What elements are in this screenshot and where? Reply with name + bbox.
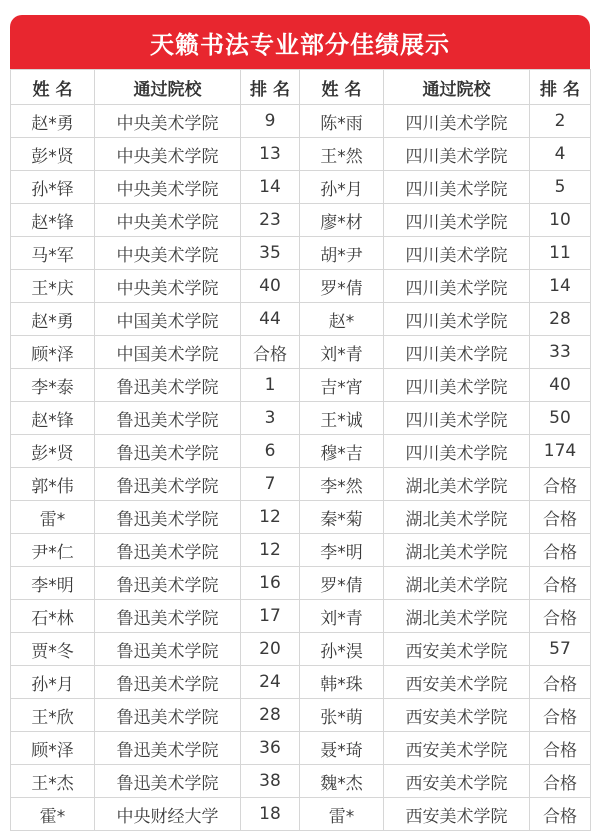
- rank-cell: 18: [241, 798, 300, 831]
- rank-cell: 20: [241, 633, 300, 666]
- student-name-cell: 穆*吉: [300, 435, 384, 468]
- rank-cell: 12: [241, 534, 300, 567]
- school-cell: 四川美术学院: [384, 435, 530, 468]
- school-cell: 中央美术学院: [95, 138, 241, 171]
- school-cell: 西安美术学院: [384, 666, 530, 699]
- student-name-cell: 李*然: [300, 468, 384, 501]
- student-name-cell: 赵*: [300, 303, 384, 336]
- school-cell: 鲁迅美术学院: [95, 732, 241, 765]
- table-row: [11, 468, 591, 501]
- student-name-cell: 顾*泽: [11, 336, 95, 369]
- school-cell: 湖北美术学院: [384, 600, 530, 633]
- school-cell: 西安美术学院: [384, 633, 530, 666]
- student-name-cell: 李*明: [300, 534, 384, 567]
- school-cell: 四川美术学院: [384, 402, 530, 435]
- school-cell: 湖北美术学院: [384, 468, 530, 501]
- rank-cell: 合格: [530, 798, 591, 831]
- school-cell: 鲁迅美术学院: [95, 435, 241, 468]
- school-cell: 鲁迅美术学院: [95, 666, 241, 699]
- school-cell: 四川美术学院: [384, 270, 530, 303]
- header-school-right: 通过院校: [384, 70, 530, 105]
- student-name-cell: 胡*尹: [300, 237, 384, 270]
- rank-cell: 57: [530, 633, 591, 666]
- student-name-cell: 王*欣: [11, 699, 95, 732]
- table-row: [11, 798, 591, 831]
- table-row: [11, 237, 591, 270]
- student-name-cell: 顾*泽: [11, 732, 95, 765]
- table-row: [11, 435, 591, 468]
- table-row: [11, 303, 591, 336]
- school-cell: 鲁迅美术学院: [95, 567, 241, 600]
- rank-cell: 合格: [530, 501, 591, 534]
- student-name-cell: 赵*锋: [11, 402, 95, 435]
- table-row: [11, 369, 591, 402]
- student-name-cell: 王*杰: [11, 765, 95, 798]
- table-row: [11, 666, 591, 699]
- table-row: [11, 105, 591, 138]
- rank-cell: 合格: [530, 600, 591, 633]
- table-row: [11, 270, 591, 303]
- student-name-cell: 石*林: [11, 600, 95, 633]
- student-name-cell: 聂*琦: [300, 732, 384, 765]
- rank-cell: 合格: [530, 468, 591, 501]
- rank-cell: 50: [530, 402, 591, 435]
- rank-cell: 23: [241, 204, 300, 237]
- student-name-cell: 赵*勇: [11, 105, 95, 138]
- rank-cell: 14: [530, 270, 591, 303]
- table-row: [11, 336, 591, 369]
- student-name-cell: 雷*: [11, 501, 95, 534]
- school-cell: 中国美术学院: [95, 303, 241, 336]
- student-name-cell: 赵*锋: [11, 204, 95, 237]
- student-name-cell: 陈*雨: [300, 105, 384, 138]
- rank-cell: 合格: [241, 336, 300, 369]
- results-table: [10, 69, 591, 831]
- student-name-cell: 廖*材: [300, 204, 384, 237]
- rank-cell: 2: [530, 105, 591, 138]
- student-name-cell: 彭*贤: [11, 435, 95, 468]
- school-cell: 鲁迅美术学院: [95, 699, 241, 732]
- rank-cell: 7: [241, 468, 300, 501]
- rank-cell: 38: [241, 765, 300, 798]
- rank-cell: 5: [530, 171, 591, 204]
- school-cell: 四川美术学院: [384, 336, 530, 369]
- rank-cell: 36: [241, 732, 300, 765]
- rank-cell: 16: [241, 567, 300, 600]
- student-name-cell: 王*然: [300, 138, 384, 171]
- school-cell: 中国美术学院: [95, 336, 241, 369]
- rank-cell: 合格: [530, 765, 591, 798]
- school-cell: 西安美术学院: [384, 798, 530, 831]
- rank-cell: 合格: [530, 699, 591, 732]
- rank-cell: 35: [241, 237, 300, 270]
- student-name-cell: 郭*伟: [11, 468, 95, 501]
- student-name-cell: 孙*铎: [11, 171, 95, 204]
- school-cell: 中央美术学院: [95, 171, 241, 204]
- rank-cell: 1: [241, 369, 300, 402]
- student-name-cell: 魏*杰: [300, 765, 384, 798]
- rank-cell: 40: [530, 369, 591, 402]
- rank-cell: 12: [241, 501, 300, 534]
- student-name-cell: 罗*倩: [300, 567, 384, 600]
- school-cell: 中央美术学院: [95, 237, 241, 270]
- school-cell: 鲁迅美术学院: [95, 369, 241, 402]
- header-name-right: 姓 名: [300, 70, 384, 105]
- school-cell: 西安美术学院: [384, 732, 530, 765]
- table-row: [11, 600, 591, 633]
- school-cell: 四川美术学院: [384, 303, 530, 336]
- school-cell: 鲁迅美术学院: [95, 600, 241, 633]
- student-name-cell: 张*萌: [300, 699, 384, 732]
- rank-cell: 33: [530, 336, 591, 369]
- table-row: [11, 402, 591, 435]
- header-name-left: 姓 名: [11, 70, 95, 105]
- header-rank-left: 排 名: [241, 70, 300, 105]
- rank-cell: 9: [241, 105, 300, 138]
- student-name-cell: 贾*冬: [11, 633, 95, 666]
- student-name-cell: 刘*青: [300, 336, 384, 369]
- student-name-cell: 霍*: [11, 798, 95, 831]
- rank-cell: 28: [241, 699, 300, 732]
- school-cell: 鲁迅美术学院: [95, 534, 241, 567]
- rank-cell: 合格: [530, 534, 591, 567]
- page-title: 天籁书法专业部分佳绩展示: [10, 15, 590, 69]
- school-cell: 中央美术学院: [95, 270, 241, 303]
- table-row: [11, 765, 591, 798]
- student-name-cell: 孙*月: [11, 666, 95, 699]
- school-cell: 湖北美术学院: [384, 534, 530, 567]
- school-cell: 四川美术学院: [384, 237, 530, 270]
- header-school-left: 通过院校: [95, 70, 241, 105]
- rank-cell: 24: [241, 666, 300, 699]
- student-name-cell: 韩*珠: [300, 666, 384, 699]
- rank-cell: 28: [530, 303, 591, 336]
- table-body: [11, 105, 591, 831]
- student-name-cell: 孙*淏: [300, 633, 384, 666]
- student-name-cell: 李*明: [11, 567, 95, 600]
- school-cell: 西安美术学院: [384, 765, 530, 798]
- school-cell: 中央美术学院: [95, 105, 241, 138]
- student-name-cell: 赵*勇: [11, 303, 95, 336]
- table-row: [11, 699, 591, 732]
- rank-cell: 17: [241, 600, 300, 633]
- student-name-cell: 王*诚: [300, 402, 384, 435]
- table-row: [11, 171, 591, 204]
- school-cell: 四川美术学院: [384, 138, 530, 171]
- school-cell: 鲁迅美术学院: [95, 468, 241, 501]
- table-row: [11, 732, 591, 765]
- table-row: [11, 501, 591, 534]
- student-name-cell: 刘*青: [300, 600, 384, 633]
- student-name-cell: 吉*宵: [300, 369, 384, 402]
- school-cell: 鲁迅美术学院: [95, 765, 241, 798]
- rank-cell: 6: [241, 435, 300, 468]
- school-cell: 西安美术学院: [384, 699, 530, 732]
- school-cell: 湖北美术学院: [384, 567, 530, 600]
- header-rank-right: 排 名: [530, 70, 591, 105]
- rank-cell: 11: [530, 237, 591, 270]
- school-cell: 四川美术学院: [384, 204, 530, 237]
- table-header-row: [11, 70, 591, 105]
- school-cell: 中央美术学院: [95, 204, 241, 237]
- student-name-cell: 彭*贤: [11, 138, 95, 171]
- student-name-cell: 李*泰: [11, 369, 95, 402]
- table-row: [11, 567, 591, 600]
- results-panel: [10, 15, 590, 831]
- school-cell: 鲁迅美术学院: [95, 633, 241, 666]
- student-name-cell: 王*庆: [11, 270, 95, 303]
- rank-cell: 13: [241, 138, 300, 171]
- school-cell: 鲁迅美术学院: [95, 402, 241, 435]
- student-name-cell: 秦*菊: [300, 501, 384, 534]
- student-name-cell: 马*军: [11, 237, 95, 270]
- rank-cell: 3: [241, 402, 300, 435]
- student-name-cell: 雷*: [300, 798, 384, 831]
- school-cell: 四川美术学院: [384, 369, 530, 402]
- table-row: [11, 138, 591, 171]
- rank-cell: 合格: [530, 732, 591, 765]
- table-row: [11, 204, 591, 237]
- rank-cell: 174: [530, 435, 591, 468]
- rank-cell: 40: [241, 270, 300, 303]
- school-cell: 四川美术学院: [384, 105, 530, 138]
- student-name-cell: 罗*倩: [300, 270, 384, 303]
- rank-cell: 10: [530, 204, 591, 237]
- table-row: [11, 633, 591, 666]
- school-cell: 四川美术学院: [384, 171, 530, 204]
- school-cell: 湖北美术学院: [384, 501, 530, 534]
- student-name-cell: 尹*仁: [11, 534, 95, 567]
- rank-cell: 44: [241, 303, 300, 336]
- school-cell: 中央财经大学: [95, 798, 241, 831]
- rank-cell: 14: [241, 171, 300, 204]
- table-row: [11, 534, 591, 567]
- school-cell: 鲁迅美术学院: [95, 501, 241, 534]
- rank-cell: 合格: [530, 567, 591, 600]
- student-name-cell: 孙*月: [300, 171, 384, 204]
- rank-cell: 4: [530, 138, 591, 171]
- rank-cell: 合格: [530, 666, 591, 699]
